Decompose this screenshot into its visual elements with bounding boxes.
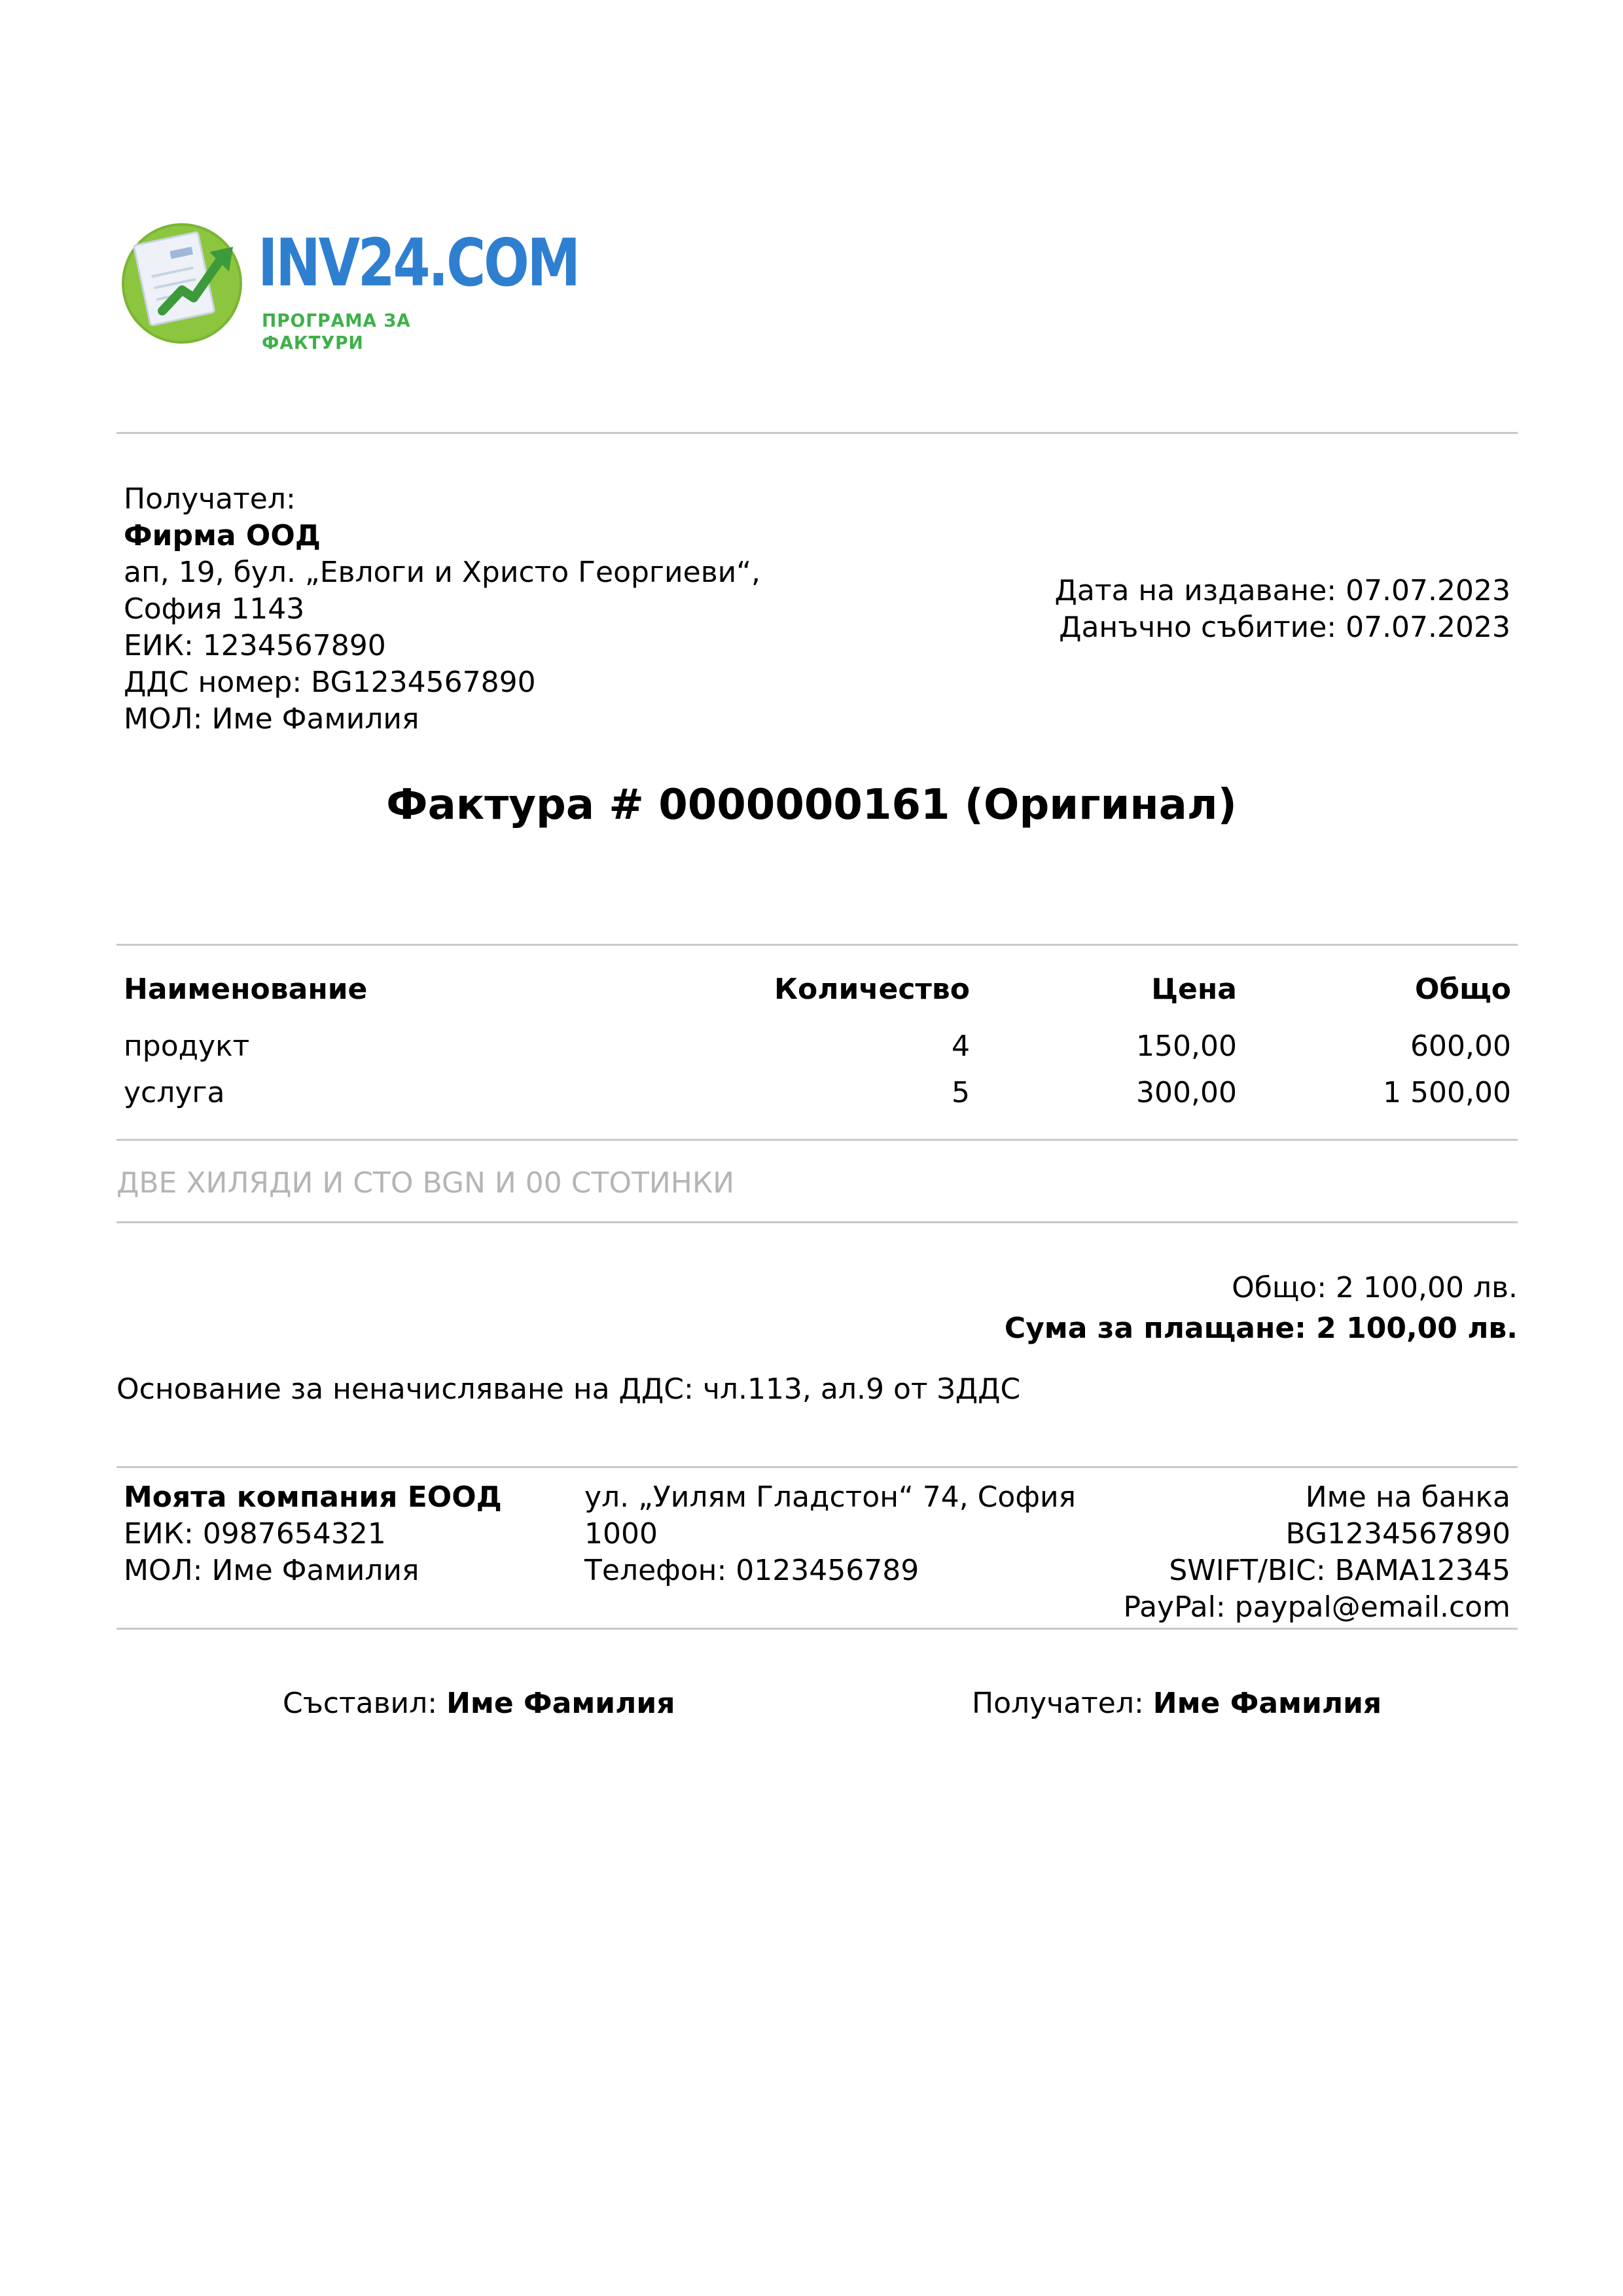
tax-event-date: Данъчно събитие: 07.07.2023 [1059,611,1510,644]
issuer-company-name: Моята компания ЕООД [124,1480,502,1514]
bank-swift: SWIFT/BIC: BAMA12345 [1169,1554,1510,1587]
bank-iban: BG1234567890 [1285,1517,1510,1551]
issuer-mol: МОЛ: Име Фамилия [124,1554,419,1587]
invoice-title: Фактура # 0000000161 (Оригинал) [386,781,1237,829]
footer-bottom-divider [116,1628,1518,1630]
amount-in-words: ДВЕ ХИЛЯДИ И СТО BGN И 00 СТОТИНКИ [116,1166,735,1200]
logo-tagline: ПРОГРАМА ЗА ФАКТУРИ [262,310,411,353]
recipient-block [124,481,844,738]
receiver-label: Получател: [972,1687,1153,1720]
recipient-address-line2: София 1143 [124,592,305,626]
recipient-address-line1: ап, 19, бул. „Евлоги и Христо Георгиеви“, [124,556,761,589]
header-price: Цена [1151,973,1237,1006]
item-name: услуга [124,1076,225,1109]
signature-composer [283,1685,675,1722]
composer-name: Име Фамилия [446,1687,675,1720]
invoice-chart-icon [116,213,247,344]
header-total: Общо [1415,973,1511,1006]
words-divider [116,1221,1518,1223]
paypal-email: PayPal: paypal@email.com [1123,1590,1510,1624]
receiver-name: Име Фамилия [1152,1687,1382,1720]
recipient-label: Получател: [124,482,296,516]
total-amount: Общо: 2 100,00 лв. [1232,1271,1518,1304]
totals-block [732,1270,1518,1347]
footer-top-divider [116,1466,1518,1468]
table-bottom-divider [116,1139,1518,1141]
signature-receiver [972,1685,1382,1722]
composer-label: Съставил: [283,1687,447,1720]
recipient-vat-number: ДДС номер: BG1234567890 [124,666,536,699]
header-divider [116,432,1518,434]
issuer-bank-block [1052,1479,1510,1626]
dates-block [921,573,1510,646]
issuer-company-block [124,1479,582,1589]
header-name: Наименование [124,973,368,1006]
issuer-phone: Телефон: 0123456789 [584,1554,919,1587]
header-qty: Количество [774,973,970,1006]
item-qty: 5 [952,1076,970,1109]
issuer-address-line2: 1000 [584,1517,658,1551]
logo-name: INV24.COM [258,224,579,301]
issuer-address-line1: ул. „Уилям Гладстон“ 74, София [584,1480,1077,1514]
recipient-company: Фирма ООД [124,519,321,552]
recipient-mol: МОЛ: Име Фамилия [124,702,419,736]
item-price: 300,00 [1136,1076,1237,1109]
vat-exemption-basis: Основание за неначисляване на ДДС: чл.113, ал.9 от ЗДДС [116,1372,1021,1406]
payable-amount: Сума за плащане: 2 100,00 лв. [1004,1312,1518,1345]
recipient-eik: ЕИК: 1234567890 [124,629,386,662]
item-price: 150,00 [1136,1030,1237,1063]
issuer-eik: ЕИК: 0987654321 [124,1517,386,1551]
item-total: 1 500,00 [1383,1076,1511,1109]
issuer-address-block [584,1479,1082,1589]
table-top-divider [116,944,1518,946]
item-name: продукт [124,1030,250,1063]
item-total: 600,00 [1410,1030,1511,1063]
item-qty: 4 [952,1030,970,1063]
company-logo [116,213,579,353]
bank-name: Име на банка [1305,1480,1510,1514]
issue-date: Дата на издаване: 07.07.2023 [1054,574,1510,607]
